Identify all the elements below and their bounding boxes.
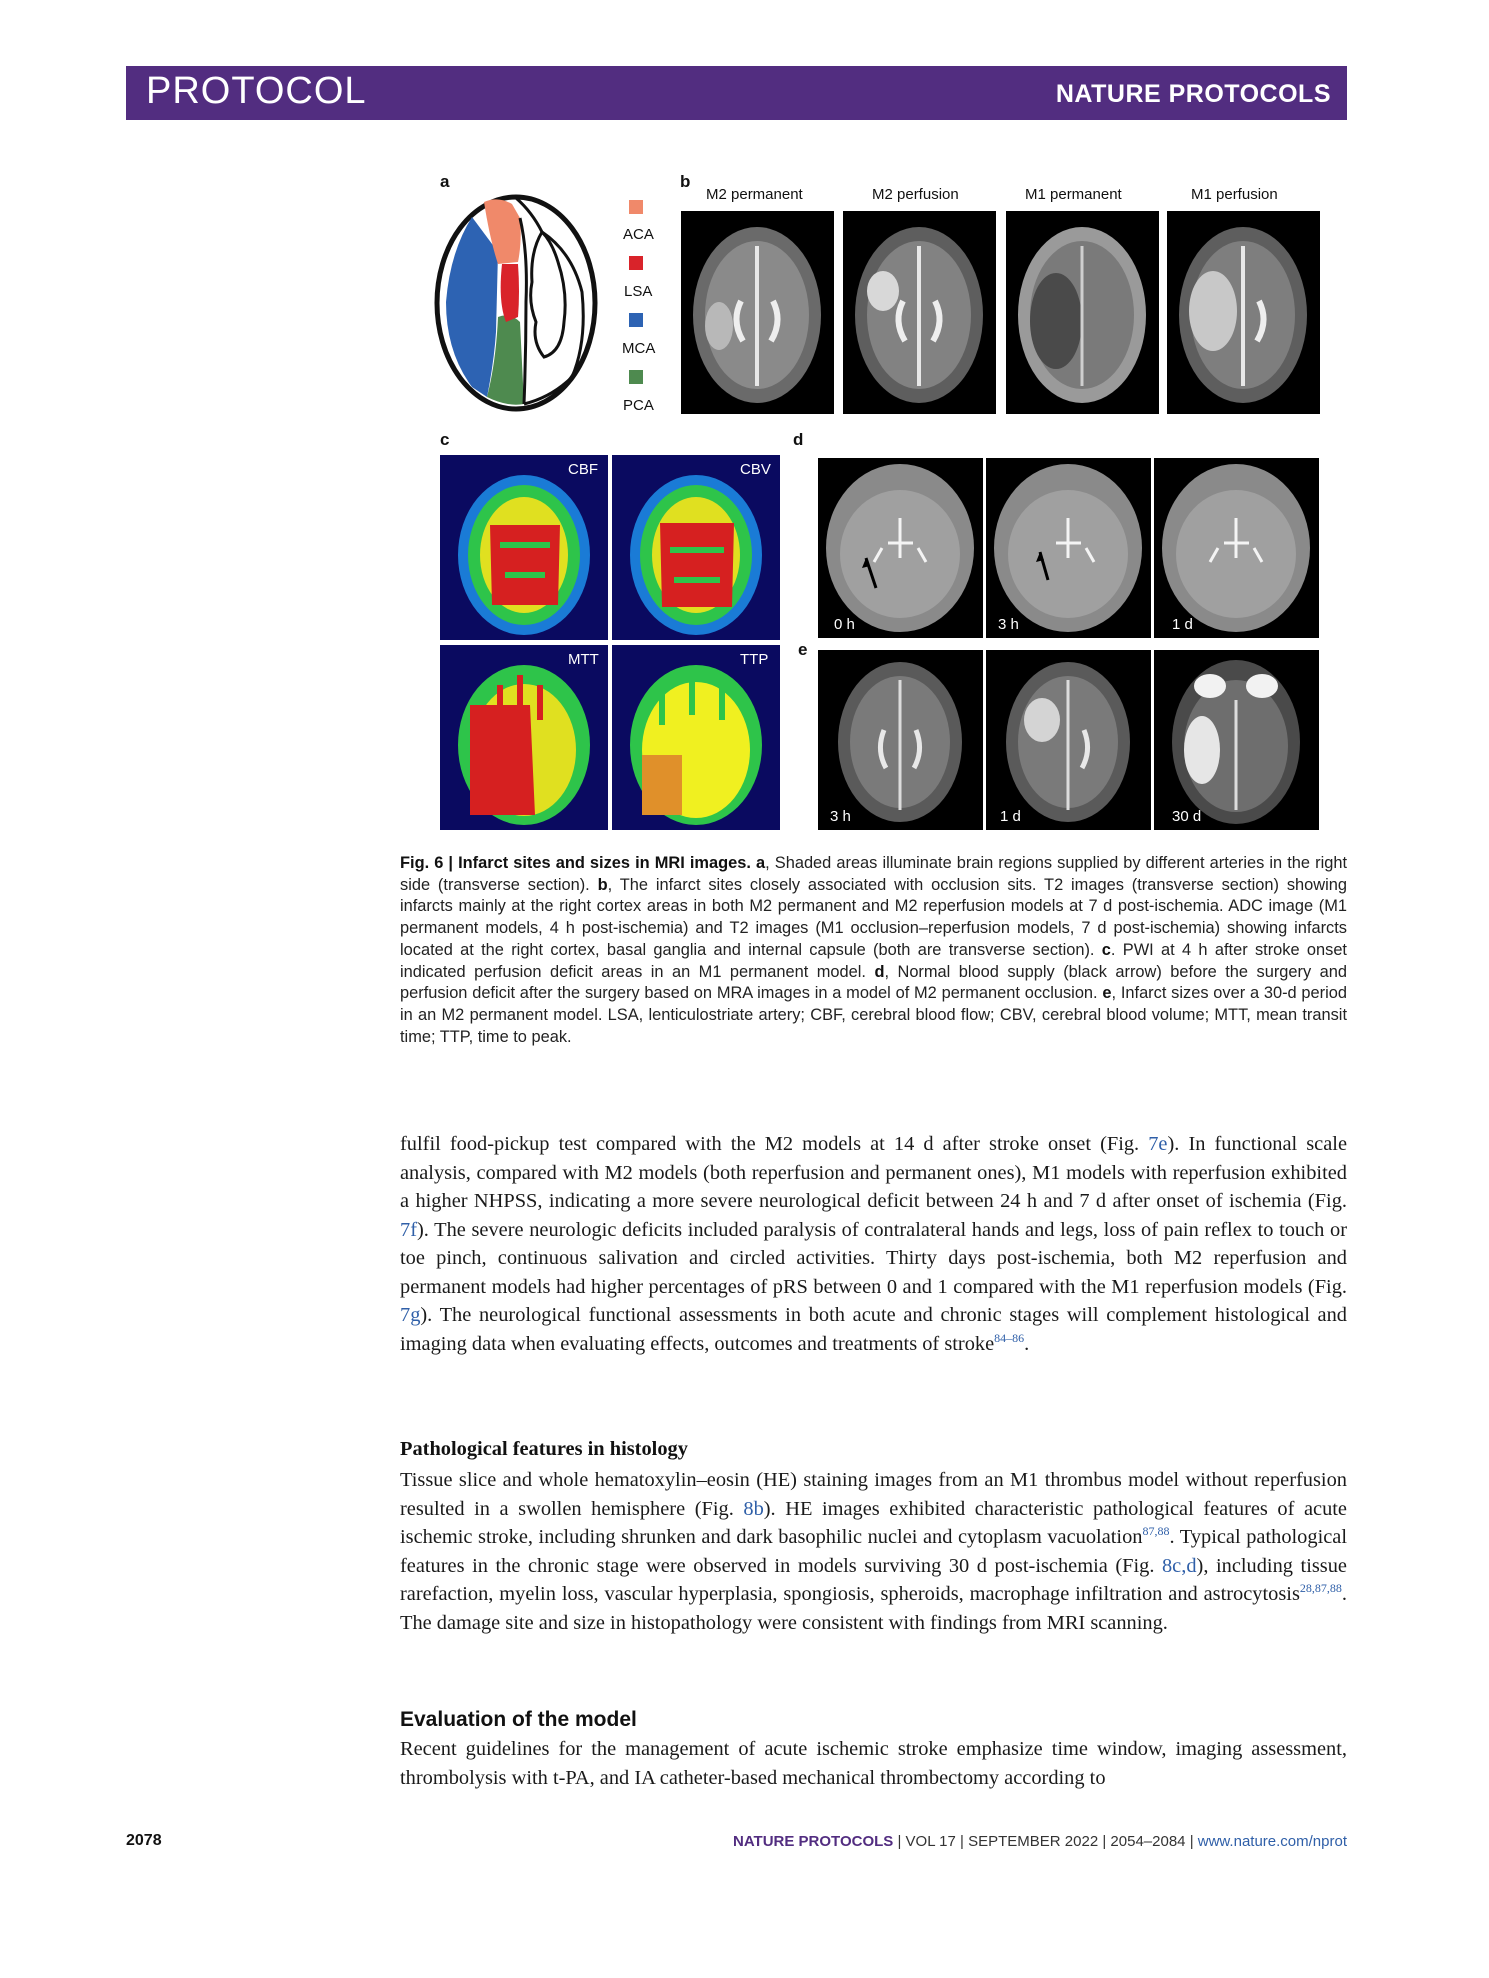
panel-e-label: e [798, 640, 808, 659]
text-run: Tissue slice and whole hematoxylin–eosin (HE) staining images from an M1 thrombus model without reperfusion resulted in a swollen hemisphere (Fig. [400, 1469, 1347, 1520]
pwi-ttp-map [612, 645, 780, 830]
lsa-region [501, 264, 519, 322]
footer-url-link[interactable]: www.nature.com/nprot [1197, 1833, 1347, 1850]
mri-b-m2-perfusion [843, 211, 996, 414]
figure-ref-8cd[interactable]: 8c,d [1161, 1554, 1197, 1577]
mri-e-time-30d: 30 d [1172, 808, 1202, 825]
caption-text-a: , Shaded areas illuminate brain regions supplied by different arteries in the right side (transverse section). [400, 854, 1347, 894]
caption-label-d: d [874, 962, 885, 981]
caption-fig-number: Fig. 6 | [400, 854, 453, 872]
figure-ref-7g[interactable]: 7g [400, 1304, 421, 1326]
text-run: ), including tissue rarefaction, myelin loss, vascular hyperplasia, spongiosis, spheroids, macrophage infiltration and astrocytosis [400, 1554, 1347, 1605]
pwi-cbv-map [612, 455, 780, 640]
caption-text-b: , The infarct sites closely associated with occlusion sits. T2 images (transverse section) showing infarcts mainly at the right cortex areas in both M2 permanent and M2 reperfusion models at 7 d post-ischemia. ADC image (M1 permanent models, 4 h post-ischemia) and T2 images (M1 occlusion–reperfusion models, 7 d post-ischemia) showing infarcts located at the right cortex, basal ganglia and internal capsule (both are transverse section). [400, 875, 1347, 959]
caption-text-e: , Infarct sizes over a 30-d period in an M2 permanent model. LSA, lenticulostriate artery; CBF, cerebral blood flow; CBV, cerebral blood volume; MTT, mean transit time; TTP, time to peak. [400, 984, 1347, 1046]
legend-label-mca: MCA [622, 340, 656, 357]
panel-b-title-4: M1 perfusion [1191, 186, 1278, 203]
footer-date: SEPTEMBER 2022 [968, 1833, 1099, 1850]
caption-label-c: c [1101, 940, 1111, 959]
legend-label-aca: ACA [623, 226, 654, 243]
caption-label-a: a [756, 854, 766, 872]
text-run: . [1024, 1332, 1030, 1355]
mra-d-0h [818, 458, 983, 638]
text-run: . Typical pathological features in the chronic stage were observed in models surviving 30 d post-ischemia (Fig. [400, 1526, 1347, 1577]
panel-b-title-3: M1 permanent [1025, 186, 1122, 203]
mri-b-m1-permanent [1006, 211, 1159, 414]
caption-label-b: b [597, 875, 608, 894]
mra-d-time-3h: 3 h [998, 616, 1019, 633]
legend-label-lsa: LSA [624, 283, 653, 300]
footer-separator: | [960, 1833, 964, 1850]
footer-pages: 2054–2084 [1110, 1833, 1186, 1850]
panel-d-label: d [793, 430, 804, 449]
heading-histology: Pathological features in histology [400, 1438, 688, 1460]
citation-87-88[interactable]: 87,88 [1142, 1524, 1170, 1539]
pwi-label-cbv: CBV [740, 461, 771, 478]
caption-title: Infarct sites and sizes in MRI images. [458, 854, 751, 872]
text-run: ). The severe neurologic deficits included paralysis of contralateral hands and legs, loss of pain reflex to touch or toe pinch, continuous salivation and circled activities. Thirty days post-ischemia, both M2 reperfusion and permanent models had higher percentages of pRS between 0 and 1 compared with the M1 reperfusion models (Fig. [400, 1218, 1347, 1298]
pwi-label-cbf: CBF [568, 461, 598, 478]
pwi-cbf-map [440, 455, 608, 640]
pwi-mtt-map [440, 645, 608, 830]
figure-ref-8b[interactable]: 8b [743, 1497, 764, 1520]
mri-e-time-3h: 3 h [830, 808, 851, 825]
pwi-label-mtt: MTT [568, 651, 599, 668]
text-run: ). In functional scale analysis, compared with M2 models (both reperfusion and permanent ones), M1 models with reperfusion exhibited a higher NHPSS, indicating a more severe neurological deficit between 24 h and 7 d after onset of ischemia (Fig. [400, 1133, 1347, 1212]
legend-label-pca: PCA [623, 397, 654, 414]
paragraph-evaluation: Recent guidelines for the management of acute ischemic stroke emphasize time window, imaging assessment, thrombolysis with t-PA, and IA catheter-based mechanical thrombectomy according to [400, 1738, 1347, 1789]
legend-swatch-lsa [629, 256, 643, 270]
paragraph-histology [400, 1466, 1347, 1637]
mri-e-30d [1154, 650, 1319, 830]
citation-28-87-88[interactable]: 28,87,88 [1299, 1581, 1342, 1596]
footer-separator: | [1189, 1833, 1194, 1850]
mra-d-3h [986, 458, 1151, 638]
footer-separator: | [1102, 1833, 1107, 1850]
panel-b-title-2: M2 perfusion [872, 186, 959, 203]
mri-b-m1-perfusion [1167, 211, 1320, 414]
header-banner [126, 66, 1347, 120]
panel-b-label: b [680, 172, 691, 191]
text-run: . The damage site and size in histopathology were consistent with findings from MRI scanning. [400, 1583, 1347, 1634]
text-run: fulfil food-pickup test compared with the M2 models at 14 d after stroke onset (Fig. [400, 1133, 1149, 1155]
paragraph-functional-scale [400, 1130, 1347, 1358]
mra-d-time-1d: 1 d [1172, 616, 1193, 633]
heading-evaluation: Evaluation of the model [400, 1708, 637, 1731]
footer-volume: VOL 17 [905, 1833, 956, 1850]
mri-e-time-1d: 1 d [1000, 808, 1021, 825]
panel-a-label: a [440, 172, 450, 191]
caption-text-d: , Normal blood supply (black arrow) before the surgery and perfusion deficit after the surgery based on MRA images in a model of M2 permanent occlusion. [400, 962, 1347, 1003]
figure-caption [400, 853, 1347, 1048]
citation-84-86[interactable]: 84–86 [994, 1330, 1025, 1345]
figure-ref-7f[interactable]: 7f [400, 1218, 417, 1241]
mri-e-3h [818, 650, 983, 830]
footer-separator: | [897, 1833, 902, 1850]
mri-e-1d [986, 650, 1151, 830]
brain-artery-diagram [432, 192, 602, 414]
legend-swatch-aca [629, 200, 643, 214]
legend-swatch-pca [629, 370, 643, 384]
panel-b-title-1: M2 permanent [706, 186, 803, 203]
section-label: PROTOCOL [146, 70, 367, 112]
footer-citation [733, 1833, 1347, 1850]
pwi-label-ttp: TTP [740, 651, 769, 668]
page-number: 2078 [126, 1832, 162, 1849]
mra-d-time-0h: 0 h [834, 616, 855, 633]
legend-swatch-mca [629, 313, 643, 327]
panel-c-label: c [440, 430, 450, 449]
caption-text-c: . PWI at 4 h after stroke onset indicated perfusion deficit areas in an M1 permanent model. [400, 940, 1347, 981]
footer-journal: NATURE PROTOCOLS [733, 1833, 894, 1850]
mra-d-1d [1154, 458, 1319, 638]
text-run: ). The neurological functional assessments in both acute and chronic stages will complement histological and imaging data when evaluating effects, outcomes and treatments of stroke [400, 1304, 1347, 1355]
caption-label-e: e [1102, 984, 1112, 1003]
journal-name: NATURE PROTOCOLS [1055, 80, 1331, 108]
figure-ref-7e[interactable]: 7e [1148, 1133, 1168, 1155]
mri-b-m2-permanent [681, 211, 834, 414]
text-run: ). HE images exhibited characteristic pathological features of acute ischemic stroke, including shrunken and dark basophilic nuclei and cytoplasm vacuolation [400, 1497, 1347, 1548]
